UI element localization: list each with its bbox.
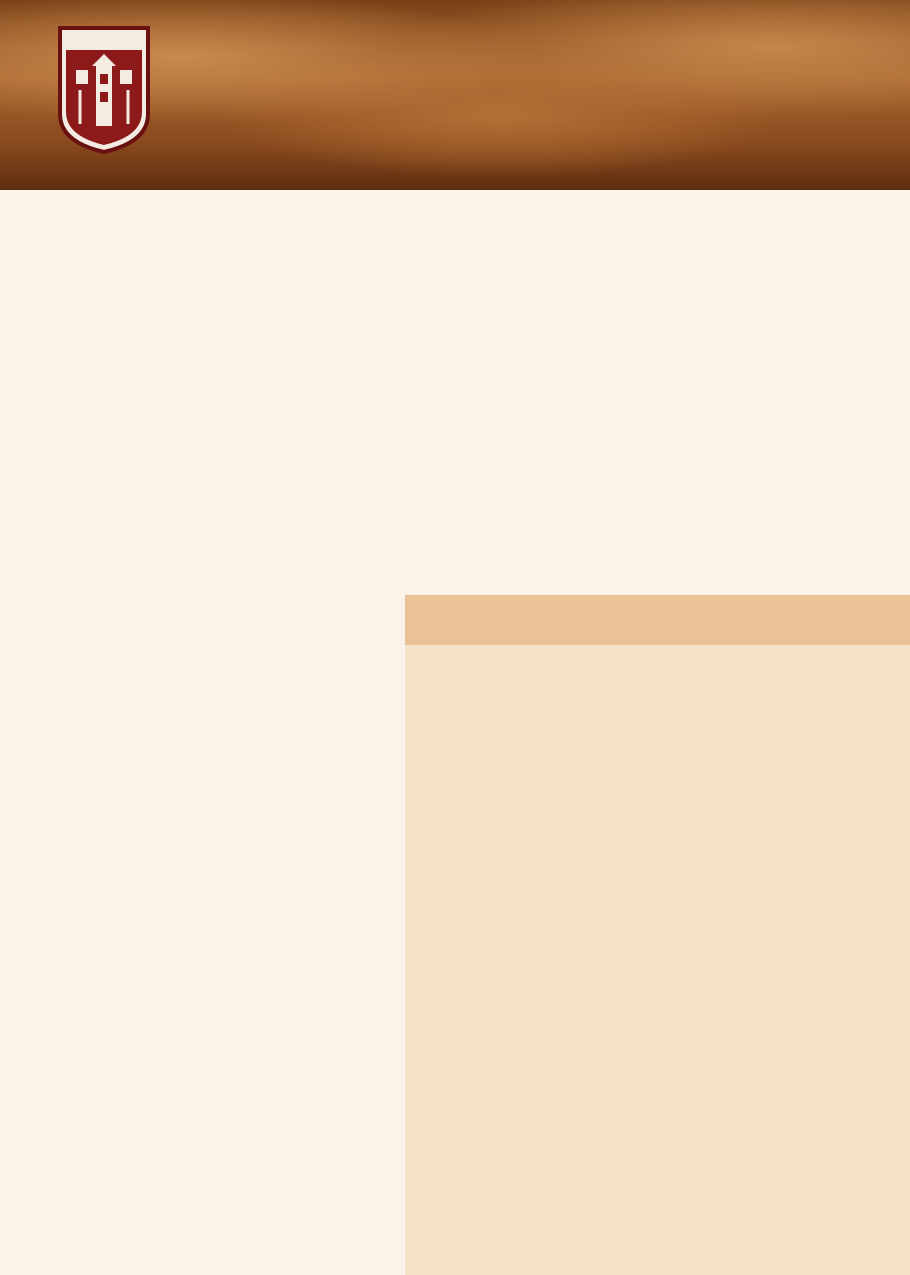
exhibitions-header <box>405 595 910 645</box>
bansko-crest-icon <box>56 24 152 154</box>
events-section <box>405 190 910 595</box>
left-column <box>0 190 405 1275</box>
right-column <box>405 190 910 1275</box>
exhibitions-list <box>405 645 910 1275</box>
header-banner <box>0 0 910 190</box>
